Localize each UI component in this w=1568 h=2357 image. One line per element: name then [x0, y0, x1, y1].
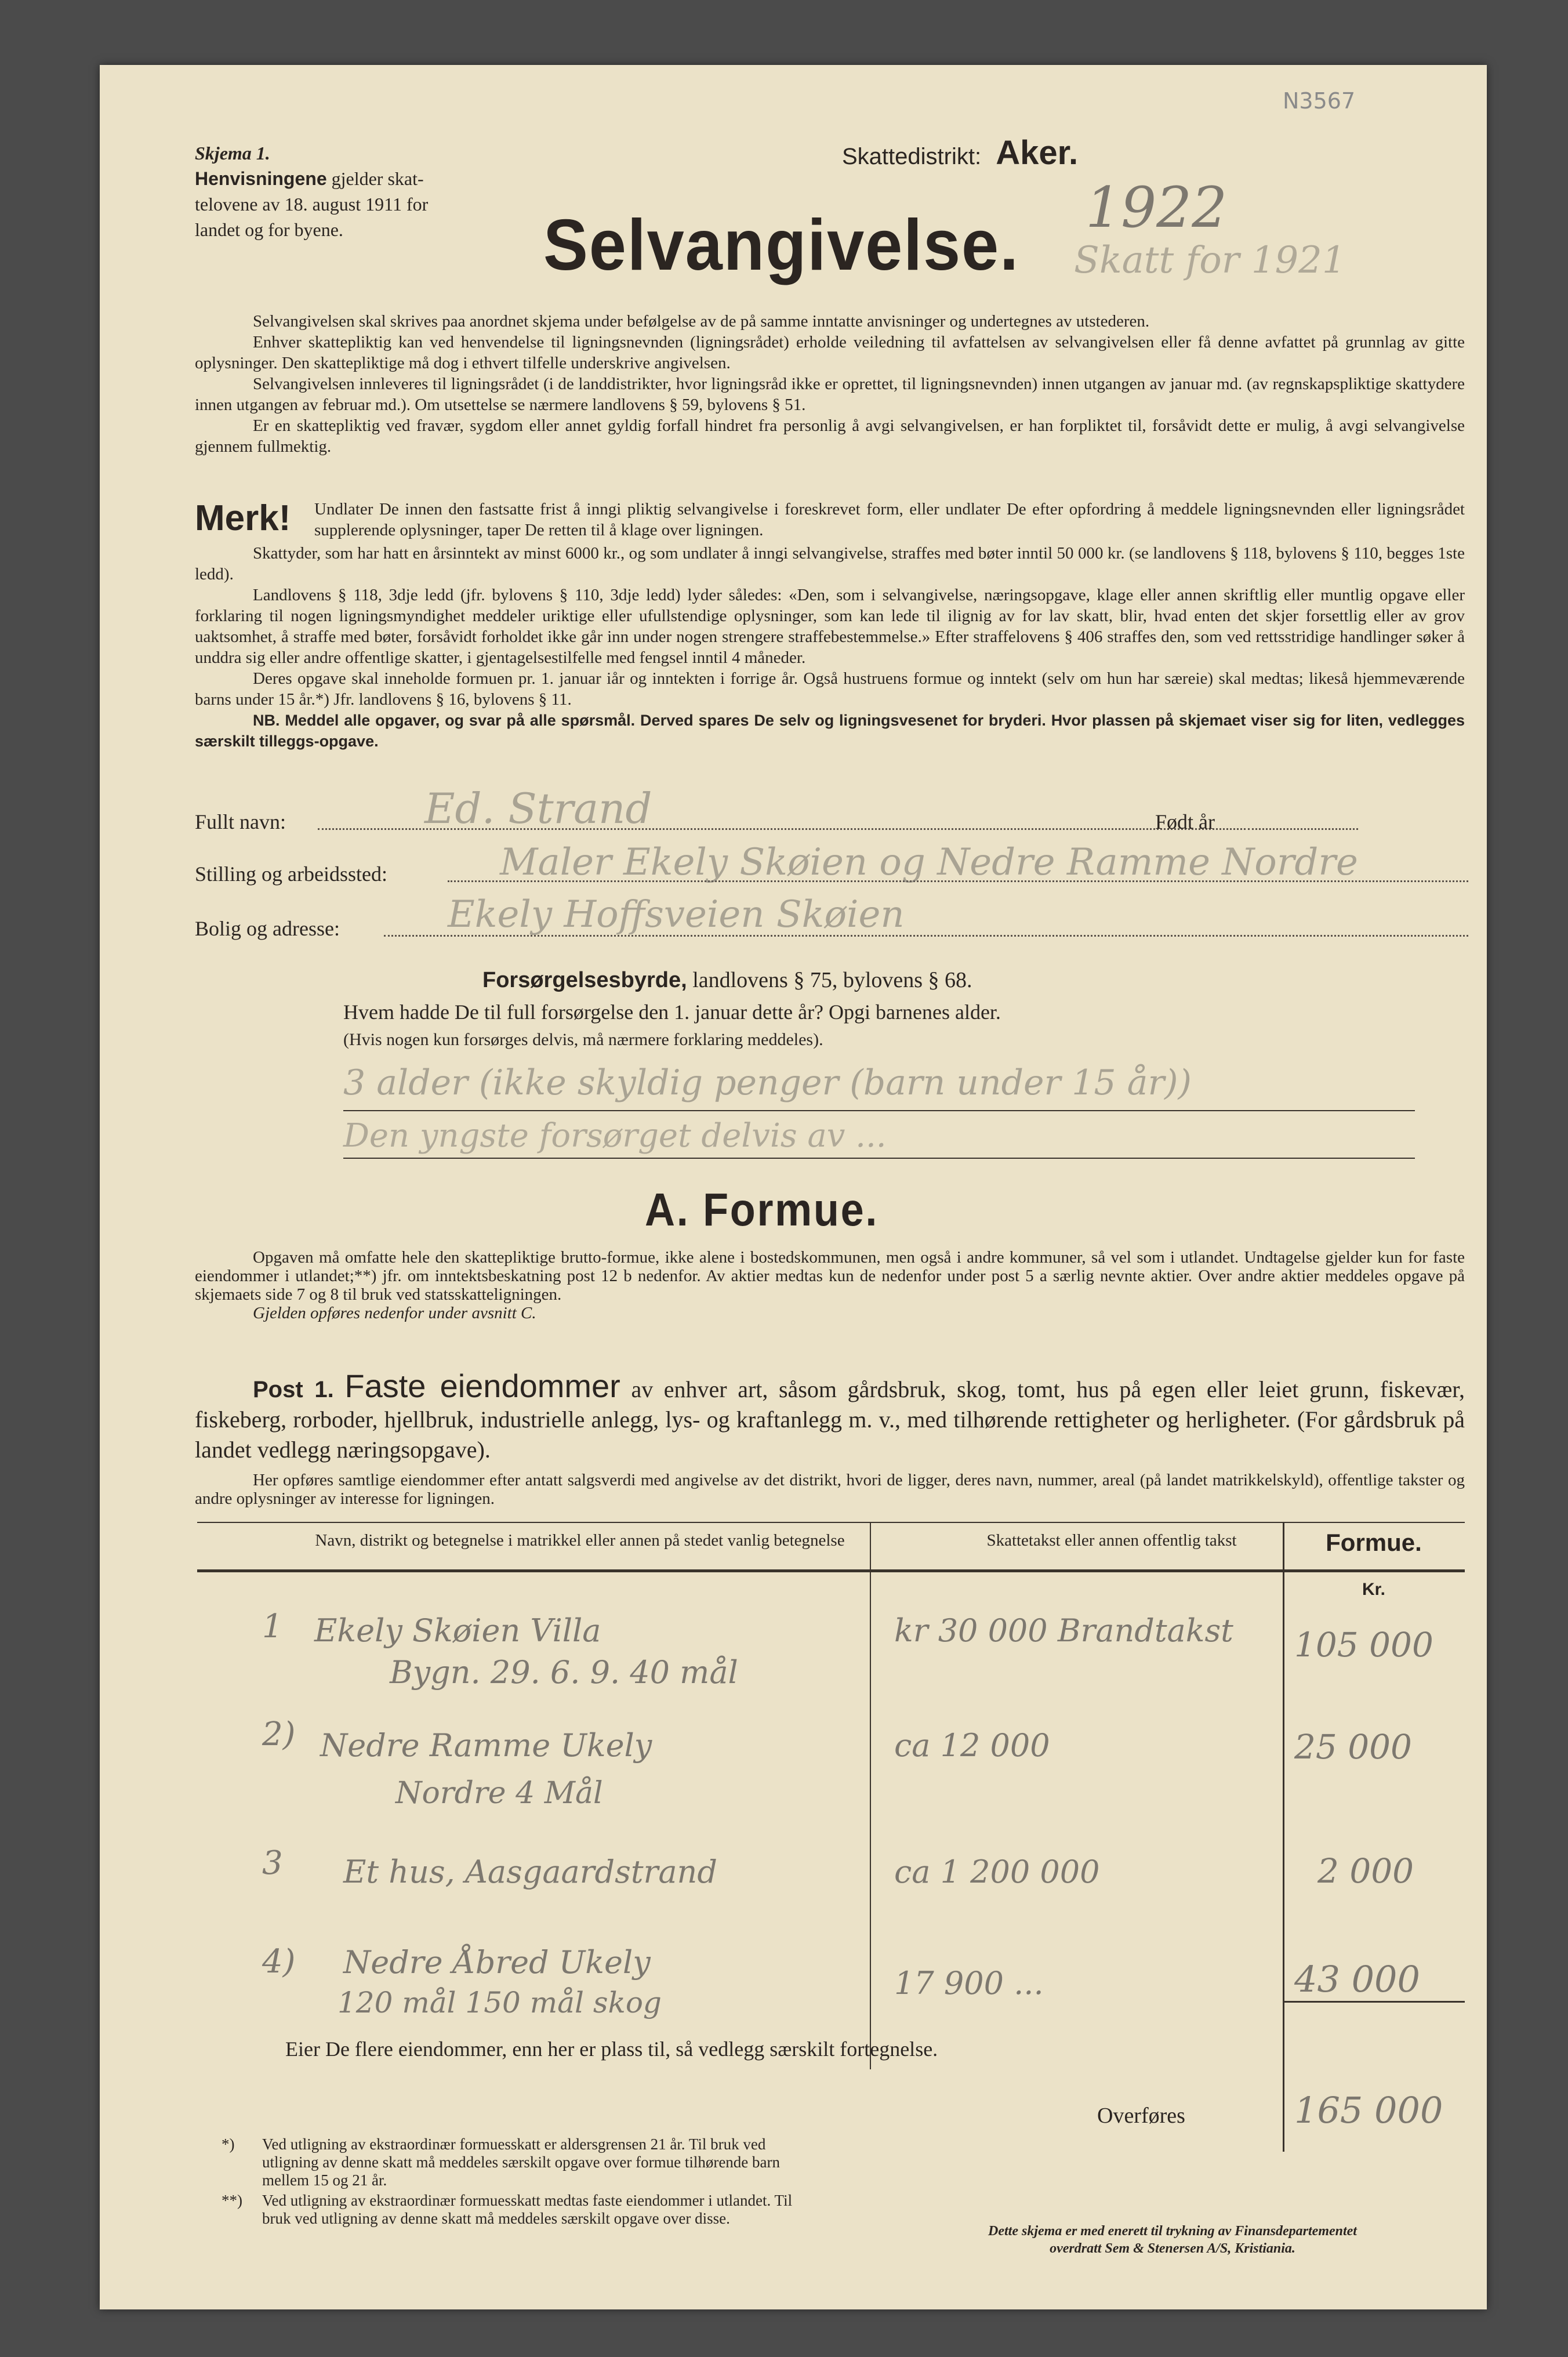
support-answer-1[interactable]: 3 alder (ikke skyldig penger (barn under 15 år)) — [343, 1063, 1192, 1103]
section-a-title: A. Formue. — [645, 1184, 879, 1235]
post-1-subtext: Her opføres samtlige eiendommer efter antatt salgsverdi med angivelse av det distrikt, hvori de ligger, deres navn, nummer, areal (på landet matrikkelskyld), offentlige takster og andre oplysninger av interesse for ligningen. — [195, 1471, 1465, 1508]
row-1-num: 1 — [262, 1608, 283, 1645]
carry-value[interactable]: 165 000 — [1294, 2089, 1443, 2131]
table-col3-unit: Kr. — [1362, 1580, 1386, 1599]
section-a-intro-text: Opgaven må omfatte hele den skattepliktige brutto-formue, ikke alene i bostedskommunen, men også i andre kommuner, så vel som i utlandet. Undtagelse gjelder kun for faste eiendommer i utlandet;**) jfr. om inntektsbeskatning post 12 b nedenfor. Av aktier medtas kun de nedenfor under post 5 a særlig nevnte aktier. Over andre aktier meddeles opgave på skjemaets side 7 og 8 til bruk ved statsskatteligningen. — [195, 1248, 1465, 1304]
table-col3-header: Formue. — [1326, 1529, 1422, 1556]
reference-bold: Henvisningene — [195, 168, 327, 189]
row-2-num: 2) — [262, 1716, 296, 1753]
occupation-value[interactable]: Maler Ekely Skøien og Nedre Ramme Nordre — [500, 841, 1358, 884]
support-line-1 — [343, 1110, 1415, 1111]
imprint-line-1: Dette skjema er med enerett til trykning av Finansdepartementet — [988, 2224, 1357, 2239]
row-1-desc1: Ekely Skøien Villa — [314, 1612, 601, 1649]
instruction-7: Deres opgave skal inneholde formuen pr. 1. januar iår og inntekten i forrige år. Også hustruens formue og inntekt (selv om hun har særeie) skal medtas; likeså hjemmeværende barns under 15 år.*) Jfr. landlovens § 16, bylovens § 11. — [195, 669, 1465, 709]
instruction-5: Skattyder, som har hatt en årsinntekt av minst 6000 kr., og som undlater å inngi selvangivelse, straffes med bøter inntil 50 000 kr. (se landlovens § 118, bylovens § 110, begges 1ste ledd). — [195, 544, 1465, 583]
support-line-2 — [343, 1158, 1415, 1159]
table-divider-1 — [870, 1522, 871, 2069]
row-2-value: 25 000 — [1294, 1727, 1412, 1767]
table-col2-header: Skattetakst eller annen offentlig takst — [986, 1531, 1237, 1550]
footnote-1-mark: *) — [222, 2135, 235, 2153]
imprint-line-2: overdratt Sem & Stenersen A/S, Kristiania. — [1050, 2241, 1295, 2256]
row-1-takst: kr 30 000 Brandtakst — [894, 1612, 1233, 1649]
instructions-block — [195, 311, 1465, 457]
reference-line-3: landet og for byene. — [195, 219, 343, 240]
name-value[interactable]: Ed. Strand — [424, 784, 652, 833]
born-line — [1248, 828, 1358, 830]
handwritten-tax-year: Skatt for 1921 — [1074, 239, 1346, 282]
instruction-1: Selvangivelsen skal skrives paa anordnet skjema under befølgelse av de på samme inntatte anvisninger og undertegnes av utstederen. — [253, 312, 1150, 331]
district-label: Skattedistrikt: — [842, 144, 982, 169]
tax-district — [842, 133, 1078, 172]
row-4-num: 4) — [262, 1943, 296, 1981]
page-title: Selvangivelse. — [543, 205, 1019, 285]
occupation-label: Stilling og arbeidssted: — [195, 862, 387, 886]
address-value[interactable]: Ekely Hoffsveien Skøien — [448, 893, 905, 936]
instruction-3: Selvangivelsen innleveres til ligningsrådet (i de landdistrikter, hvor ligningsråd ikke er oprettet, til ligningsnevnden) innen utgangen av januar md. (av regnskapspliktige skattydere innen utgangen av februar md.). Om utsettelse se nærmere landlovens § 59, bylovens § 51. — [195, 375, 1465, 414]
post-1-text: av enhver art, såsom gårdsbruk, skog, tomt, hus på egen eller leiet grunn, fiskevær, fiskeberg, rorboder, hjellbruk, industrielle anlegg, lys- og kraftanlegg m. v., med tilhørende rettigheter og herligheter. (For gårdsbruk på landet vedlegg næringsopgave). — [195, 1376, 1465, 1463]
section-a-intro — [195, 1248, 1465, 1322]
table-col1-header: Navn, distrikt og betegnelse i matrikkel eller annen på stedet vanlig betegnelse — [315, 1531, 845, 1550]
address-label: Bolig og adresse: — [195, 917, 340, 940]
born-label: Født år — [1155, 810, 1215, 833]
table-footer-note: Eier De flere eiendommer, enn her er plass til, så vedlegg særskilt fortegnelse. — [285, 2037, 938, 2061]
footnotes — [222, 2135, 894, 2228]
instruction-4: Er en skattepliktig ved fravær, sygdom eller annet gyldig forfall hindret fra personlig å avgi selvangivelsen, er han forpliktet til, forsåvidt dette er mulig, å avgi selvangivelse gjennem fullmektig. — [195, 416, 1465, 456]
schema-number: Skjema 1. — [195, 143, 270, 164]
support-question: Hvem hadde De til full forsørgelse den 1. januar dette år? Opgi barnenes alder. — [343, 1000, 1001, 1024]
merk-text: Undlater De innen den fastsatte frist å inngi pliktig selvangivelse i foreskrevet form, eller undlater De efter opfordring å meddele ligningsnevnden eller ligningsrådet supplerende oplysninger, taper De retten til å klage over ligningen. — [314, 500, 1465, 539]
table-top-rule — [197, 1522, 1465, 1523]
archive-number: N3567 — [1283, 88, 1356, 114]
instruction-6: Landlovens § 118, 3dje ledd (jfr. bylovens § 110, 3dje ledd) lyder således: «Den, som i selvangivelse, næringsopgave, klage eller annen skriftlig eller muntlig opgave eller forklaring til nogen ligningsmyndighet meddeler uriktige eller ufullstendige oplysninger, som kan lede til ilignig av for lav skatt, blir, hvad enten det skjer forsettlig eller av grov uaktsomhet, å straffe med bøter, forsåvidt forholdet ikke går inn under nogen strengere straffebestemmelse.» Efter straffelovens § 406 straffes den, som ved rettsstridige handlinger søker å unddra sig eller andre offentlige skatter, i gjentagelsestilfelle med fengsel inntil 4 måneder. — [195, 586, 1465, 667]
footnote-1 — [222, 2135, 894, 2189]
post-1-block — [195, 1368, 1465, 1465]
post-1-heading: Faste eiendommer — [344, 1368, 620, 1404]
name-label: Fullt navn: — [195, 810, 286, 833]
footnote-1-text: Ved utligning av ekstraordinær formuesskatt er aldersgrensen 21 år. Til bruk ved utligning av denne skatt må meddeles særskilt opgave over formue tilhørende barn mellem 15 og 21 år. — [262, 2135, 781, 2189]
instructions-block-2 — [195, 543, 1465, 752]
debt-note: Gjelden opføres nedenfor under avsnitt C. — [253, 1304, 536, 1322]
row-3-desc1: Et hus, Aasgaardstrand — [343, 1854, 717, 1890]
post-1-label: Post 1. — [253, 1377, 334, 1402]
table-header-rule — [197, 1569, 1465, 1572]
footnote-2-text: Ved utligning av ekstraordinær formuesskatt medtas faste eiendommer i utlandet. Til bruk ved utligning av denne skatt må meddeles særskilt opgave over disse. — [262, 2192, 793, 2227]
row-1-value: 105 000 — [1294, 1625, 1433, 1665]
support-note: (Hvis nogen kun forsørges delvis, må nærmere forklaring meddeles). — [343, 1030, 823, 1049]
row-4-desc2: 120 mål 150 mål skog — [337, 1986, 662, 2019]
table-divider-2 — [1283, 1522, 1284, 2152]
support-heading — [482, 967, 972, 993]
instruction-nb: NB. Meddel alle opgaver, og svar på alle spørsmål. Derved spares De selv og ligningsvesenet for bryderi. Hvor plassen på skjemaet viser sig for liten, vedlegges særskilt tilleggs-opgave. — [195, 712, 1465, 750]
support-answer-2[interactable]: Den yngste forsørget delvis av ... — [343, 1117, 887, 1155]
row-2-takst: ca 12 000 — [894, 1727, 1050, 1764]
carry-label: Overføres — [1097, 2104, 1185, 2128]
reference-block — [195, 140, 428, 242]
merk-label: Merk! — [195, 498, 291, 538]
district-value: Aker. — [996, 134, 1079, 172]
row-4-takst: 17 900 ... — [894, 1965, 1044, 2001]
printer-imprint — [859, 2222, 1486, 2257]
support-heading-bold: Forsørgelsesbyrde, — [482, 968, 687, 992]
handwritten-year: 1922 — [1086, 175, 1228, 240]
footnote-2-mark: **) — [222, 2192, 242, 2209]
instruction-2: Enhver skattepliktig kan ved henvendelse til ligningsnevnden (ligningsrådet) erholde veiledning til avfattelsen av selvangivelsen eller få denne avfattet på grunnlag av gitte oplysninger. Den skattepliktige må dog i ethvert tilfelle underskrive angivelsen. — [195, 333, 1465, 372]
row-2-desc1: Nedre Ramme Ukely — [320, 1727, 652, 1764]
row-4-desc1: Nedre Åbred Ukely — [343, 1944, 651, 1981]
row-3-takst: ca 1 200 000 — [894, 1854, 1100, 1890]
row-1-desc2: Bygn. 29. 6. 9. 40 mål — [390, 1654, 738, 1691]
row-3-num: 3 — [262, 1844, 283, 1882]
row-2-desc2: Nordre 4 Mål — [395, 1776, 603, 1811]
form-page — [100, 65, 1487, 2309]
row-3-value: 2 000 — [1317, 1851, 1414, 1891]
reference-line-2: telovene av 18. august 1911 for — [195, 194, 429, 215]
reference-line-1: gjelder skat- — [331, 168, 424, 189]
support-heading-rest: landlovens § 75, bylovens § 68. — [692, 968, 972, 992]
row-4-value: 43 000 — [1294, 1958, 1420, 2000]
carry-rule — [1283, 2001, 1465, 2003]
footnote-2 — [222, 2192, 894, 2228]
